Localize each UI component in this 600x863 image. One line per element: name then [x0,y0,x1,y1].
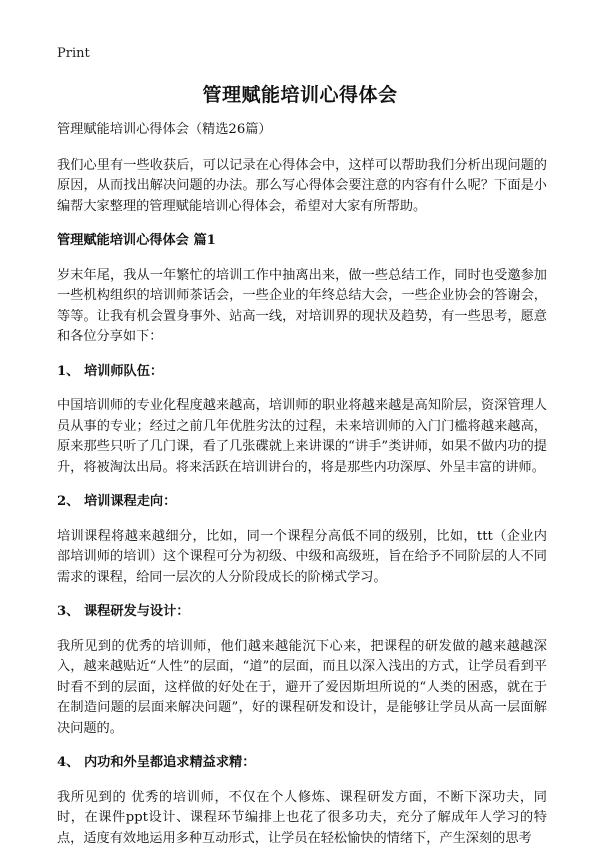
section-heading: 3、 课程研发与设计： [57,604,190,619]
article-opening-paragraph: 岁末年尾，我从一年繁忙的培训工作中抽离出来，做一些总结工作，同时也受邀参加一些机构组织的培训师茶话会，一些企业的年终总结大会，一些企业协会的答谢会，等等。让我有机会置身事外、站高一线，对培训界的现状及趋势，有一些思考，愿意和各位分享如下： [57,267,547,344]
section-paragraph: 培训课程将越来越细分，比如，同一个课程分高低不同的级别，比如，ttt（企业内部培训师的培训）这个课程可分为初级、中级和高级班，旨在给予不同阶层的人不同需求的课程，给同一层次的人分阶段成长的阶梯式学习。 [57,528,547,585]
article-heading: 管理赋能培训心得体会 篇1 [57,233,216,248]
document-body [57,120,547,863]
section-heading: 4、 内功和外呈都追求精益求精： [57,755,256,770]
section-heading: 1、 培训师队伍： [57,363,164,379]
section-paragraph: 我所见到的优秀的培训师，他们越来越能沉下心来，把课程的研发做的越来越越深入，越来越贴近“人性”的层面，“道”的层面，而且以深入浅出的方式，让学员看到平时看不到的层面，这样做的好处在于，避开了爱因斯坦所说的“人类的困惑，就在于在制造问题的层面来解决问题”，好的课程研发和设计，是能够让学员从高一层面解决问题的。 [57,638,547,736]
print-label: Print [57,46,90,61]
document-subtitle: 管理赋能培训心得体会（精选26篇） [57,122,272,137]
section-paragraph: 我所见到的 优秀的培训师，不仅在个人修炼、课程研发方面，不断下深功夫，同时，在课件ppt设计、课程环节编排上也花了很多功夫，充分了解成年人学习的特点，适度有效地运用多种互动形式，让学员在轻松愉快的情绪下，产生深刻的思考 [57,789,547,846]
section-heading: 2、 培训课程走向： [57,494,177,509]
intro-paragraph: 我们心里有一些收获后，可以记录在心得体会中，这样可以帮助我们分析出现问题的原因，从而找出解决问题的办法。那么写心得体会要注意的内容有什么呢？下面是小编帮大家整理的管理赋能培训心得体会，希望对大家有所帮助。 [57,157,547,214]
section-paragraph: 中国培训师的专业化程度越来越高，培训师的职业将越来越是高知阶层，资深管理人员从事的专业；经过之前几年优胜劣汰的过程，未来培训师的入门门槛将越来越高，原来那些只听了几门课，看了几张碟就上来讲课的“讲手”类讲师，如果不做内功的提升，将被淘汰出局。将来活跃在培训讲台的，将是那些内功深厚、外呈丰富的讲师。 [57,398,547,475]
page-title: 管理赋能培训心得体会 [202,84,398,106]
